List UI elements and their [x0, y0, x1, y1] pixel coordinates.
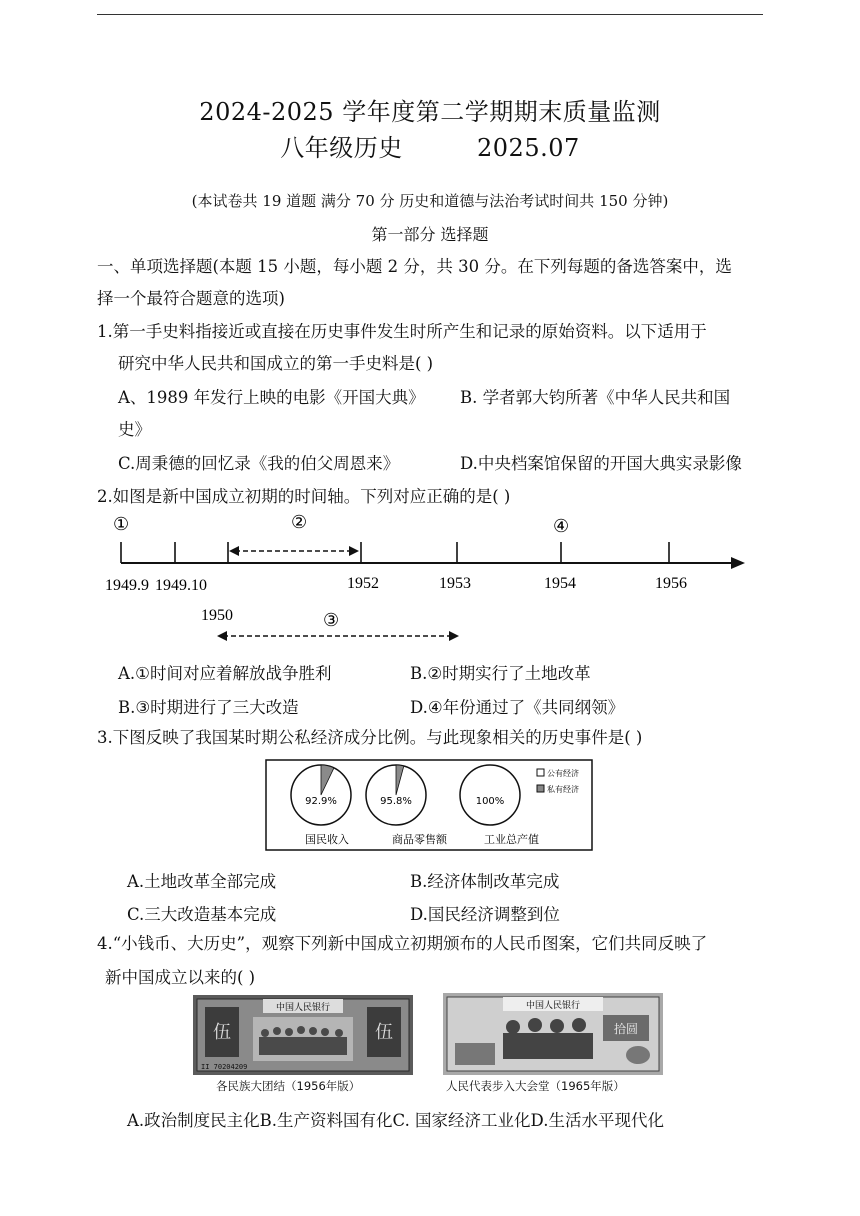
q2-option-d: D.④年份通过了《共同纲领》 [410, 698, 625, 717]
part-heading: 第一部分 选择题 [371, 225, 489, 244]
pie-3-public [460, 765, 520, 825]
q4-stem-line1: 4.“小钱币、大历史”，观察下列新中国成立初期颁布的人民币图案，它们共同反映了 [97, 934, 708, 953]
q2-stem: 2.如图是新中国成立初期的时间轴。下列对应正确的是( ) [97, 487, 511, 506]
banknote-2-header: 中国人民银行 [525, 1001, 581, 1011]
year-1956: 1956 [655, 575, 687, 592]
q3-stem: 3.下图反映了我国某时期公私经济成分比例。与此现象相关的历史事件是( ) [97, 728, 643, 747]
ownership-pie-chart [265, 759, 593, 851]
section-instructions-line2: 择一个最符合题意的选项) [97, 289, 285, 308]
year-1954: 1954 [544, 575, 576, 592]
legend-private: 私有经济 [547, 785, 579, 794]
q1-option-b: B. 学者郭大钧所著《中华人民共和国 [460, 388, 731, 407]
q1-option-a: A、1989 年发行上映的电影《开国大典》 [118, 388, 425, 407]
q2-option-a: A.①时间对应着解放战争胜利 [118, 664, 332, 683]
pie-label-national-income: 国民收入 [305, 833, 349, 846]
q2-option-c: B.③时期进行了三大改造 [118, 698, 299, 717]
marker-3: ③ [323, 610, 340, 631]
banknote-1-serial: II 70204209 [201, 1063, 248, 1071]
subject-label: 八年级历史 [280, 134, 403, 162]
pie-label-industry: 工业总产值 [484, 833, 539, 846]
marker-1: ① [113, 514, 130, 535]
pie-value-1: 92.9% [305, 796, 337, 807]
year-1953: 1953 [439, 575, 471, 592]
banknote-1-header: 中国人民银行 [275, 1003, 331, 1013]
q3-option-b: B.经济体制改革完成 [410, 872, 560, 891]
banknote-1956-image [193, 995, 413, 1075]
q4-options: A.政治制度民主化B.生产资料国有化C. 国家经济工业化D.生活水平现代化 [127, 1111, 664, 1130]
banknote-1965-image [443, 993, 663, 1075]
q1-stem-line2: 研究中华人民共和国成立的第一手史料是( ) [118, 354, 434, 373]
q1-option-d: D.中央档案馆保留的开国大典实录影像 [460, 454, 742, 473]
pie-value-3: 100% [475, 796, 505, 807]
legend-private-swatch [537, 785, 544, 792]
year-1949-10: 1949.10 [155, 577, 207, 594]
banknote-2-denom: 拾圆 [613, 1022, 639, 1036]
exam-title: 2024-2025 学年度第二学期期末质量监测 [199, 98, 661, 126]
section-instructions-line1: 一、单项选择题(本题 15 小题，每小题 2 分，共 30 分。在下列每题的备选答案中，选 [97, 257, 732, 276]
year-1950: 1950 [201, 607, 233, 624]
svg-text:伍: 伍 [213, 1022, 231, 1043]
pie-label-retail: 商品零售额 [392, 833, 447, 846]
banknote-2-caption: 人民代表步入大会堂（1965年版） [446, 1079, 625, 1093]
exam-date: 2025.07 [477, 134, 580, 162]
q1-option-c: C.周秉德的回忆录《我的伯父周恩来》 [118, 454, 400, 473]
marker-4: ④ [553, 516, 570, 537]
q2-option-b: B.②时期实行了土地改革 [410, 664, 591, 683]
marker-2: ② [291, 512, 308, 533]
year-1952: 1952 [347, 575, 379, 592]
q3-option-d: D.国民经济调整到位 [410, 905, 560, 924]
year-1949-9: 1949.9 [105, 577, 149, 594]
q1-stem-line1: 1.第一手史料指接近或直接在历史事件发生时所产生和记录的原始资料。以下适用于 [97, 322, 707, 341]
exam-note: (本试卷共 19 道题 满分 70 分 历史和道德与法治考试时间共 150 分钟) [191, 192, 669, 210]
svg-text:伍: 伍 [375, 1022, 393, 1043]
q3-option-a: A.土地改革全部完成 [127, 872, 277, 891]
q3-option-c: C.三大改造基本完成 [127, 905, 277, 924]
legend-public-swatch [537, 769, 544, 776]
timeline-figure [95, 510, 760, 650]
top-rule [97, 14, 763, 15]
pie-value-2: 95.8% [380, 796, 412, 807]
timeline-arrow [731, 557, 745, 569]
banknote-1-caption: 各民族大团结（1956年版） [216, 1079, 361, 1093]
q1-option-b-cont: 史》 [118, 420, 151, 439]
exam-subtitle [0, 128, 860, 163]
legend-public: 公有经济 [547, 769, 579, 778]
q4-stem-line2: 新中国成立以来的( ) [105, 968, 256, 987]
